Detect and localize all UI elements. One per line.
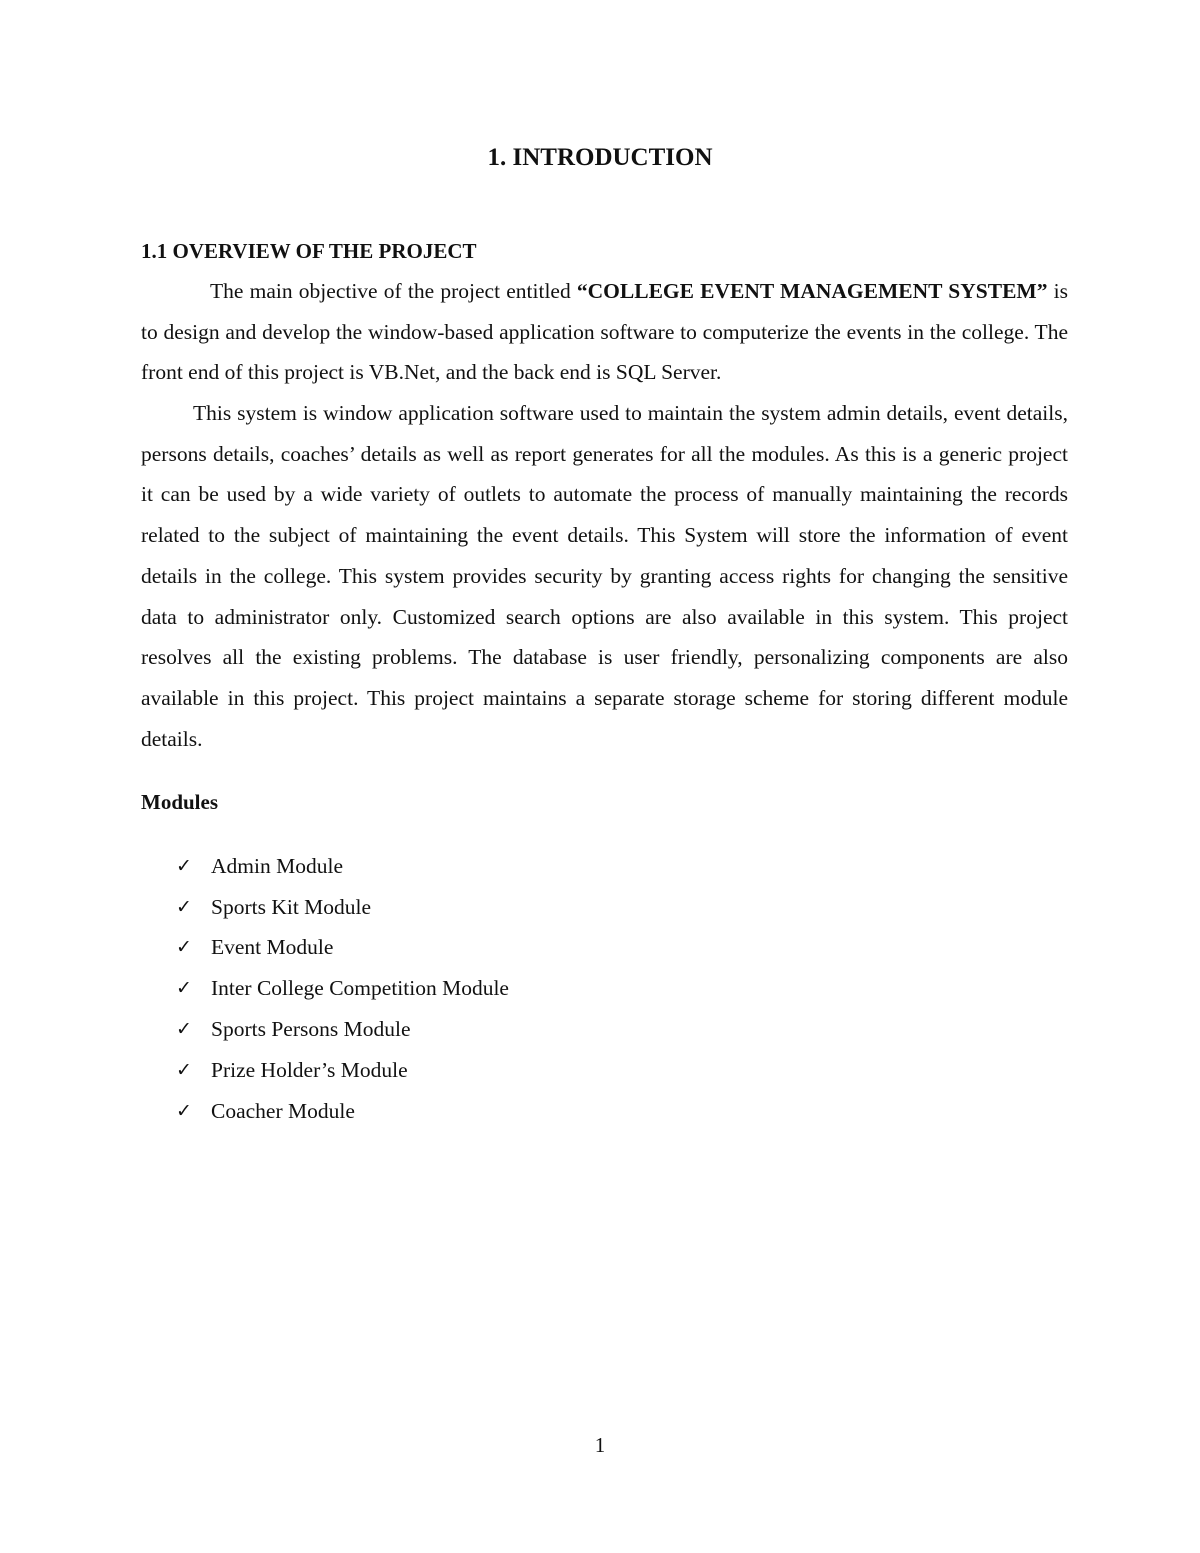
module-label: Prize Holder’s Module [211,1057,408,1082]
module-label: Event Module [211,935,334,960]
paragraph-1-rest: is to design and develop the window-based application software to computerize the events in the college. The front end of this project is VB.Net, and the back end is SQL Server. [141,279,1069,385]
paragraph-1-intro: The main objective of the project entitled [210,279,577,303]
overview-paragraph-2: This system is window application software used to maintain the system admin details, event details, persons details, coaches’ details as well as report generates for all the modules. As this is a generic project it can be used by a wide variety of outlets to automate the process of manually maintaining the records related to the subject of maintaining the event details. This System will store the information of event details in the college. This system provides security by granting access rights for changing the sensitive data to administrator only. Customized search options are also available in this system. This project resolves all the existing problems. The database is user friendly, personalizing components are also available in this project. This project maintains a separate storage scheme for storing different module details. [141,401,1068,751]
checkmark-icon: ✓ [176,977,192,1000]
list-item [176,846,509,887]
checkmark-icon: ✓ [176,854,192,877]
module-label: Admin Module [211,853,343,878]
list-item [176,968,509,1009]
checkmark-icon: ✓ [176,936,192,959]
checkmark-icon: ✓ [176,1099,192,1122]
module-label: Coacher Module [211,1098,355,1123]
modules-heading: Modules [141,790,219,814]
list-item [176,1009,509,1050]
overview-paragraph-1 [141,271,1068,393]
project-name-highlight: “COLLEGE EVENT MANAGEMENT SYSTEM” [576,279,1048,303]
module-label: Sports Kit Module [211,894,372,919]
checkmark-icon: ✓ [176,895,192,918]
list-item [176,928,509,969]
list-item [176,887,509,928]
checkmark-icon: ✓ [176,1018,192,1041]
list-item [176,1091,509,1132]
chapter-title: 1. INTRODUCTION [487,144,713,171]
section-title: 1.1 OVERVIEW OF THE PROJECT [141,239,477,263]
checkmark-icon: ✓ [176,1058,192,1081]
list-item [176,1050,509,1091]
module-label: Sports Persons Module [211,1017,411,1042]
module-label: Inter College Competition Module [211,976,509,1001]
module-list [176,846,509,1132]
page-number: 1 [594,1433,606,1457]
